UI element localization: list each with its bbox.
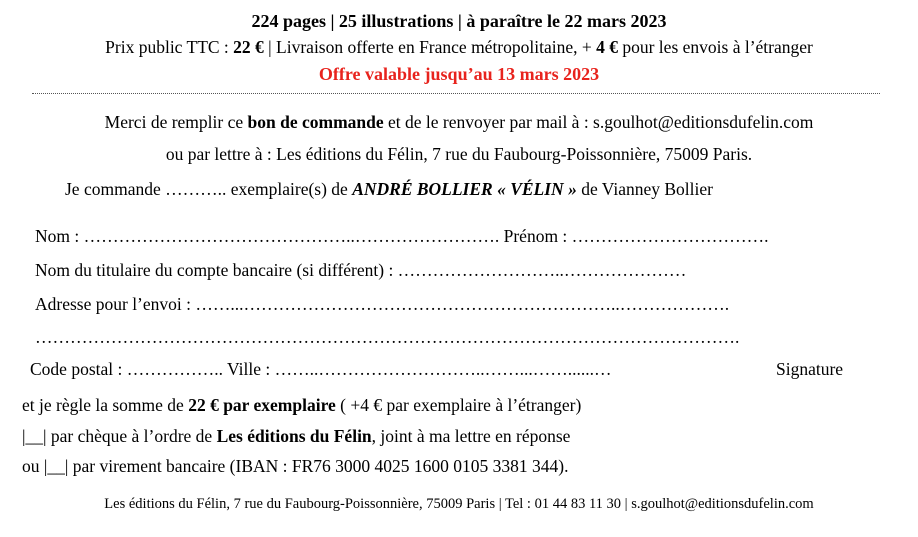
dotted-separator (32, 93, 880, 94)
price-value: 22 € (233, 37, 264, 57)
order-text-a: Je commande ……….. exemplaire(s) de (65, 179, 353, 199)
price-line (0, 39, 918, 57)
transfer-checkbox-text[interactable]: ou |__| par virement bancaire (IBAN : FR76 3000 4025 1600 0105 3381 344). (22, 456, 569, 476)
name-field[interactable]: Nom : ………………………………………..……………………. Prénom : ……………………………. (35, 226, 769, 246)
address-field[interactable]: Adresse pour l’envoi : ……...………………………………………………………..………………. (35, 294, 730, 314)
account-holder-field-line[interactable] (35, 262, 686, 280)
postal-address-text: ou par lettre à : Les éditions du Félin, 7 rue du Faubourg-Poissonnière, 75009 Paris. (165, 144, 753, 164)
footer-text: Les éditions du Félin, 7 rue du Faubourg-Poissonnière, 75009 Paris | Tel : 01 44 83 11 30 | s.goulhot@editionsdufelin.com (104, 496, 814, 512)
address-field-2[interactable]: …………………………………………………………………………………………………………. (35, 327, 740, 347)
address-field-line-2[interactable] (35, 329, 739, 347)
book-title: ANDRÉ BOLLIER « VÉLIN » (352, 179, 577, 199)
offer-deadline (0, 65, 918, 83)
cheque-text-b: , joint à ma lettre en réponse (371, 426, 571, 446)
order-form-label: bon de commande (247, 112, 384, 132)
address-field-line[interactable] (35, 296, 729, 314)
intro-text-b: et de le renvoyer par mail à : s.goulhot@editionsdufelin.com (383, 112, 814, 132)
order-quantity-line (65, 181, 713, 199)
order-text-b: de Vianney Bollier (576, 179, 713, 199)
payment-cheque-option[interactable] (22, 428, 570, 446)
signature-label (776, 361, 843, 379)
intro-text-a: Merci de remplir ce (104, 112, 248, 132)
name-field-line[interactable] (35, 228, 769, 246)
price-label: Prix public TTC : (105, 37, 234, 57)
publisher-name: Les éditions du Félin (216, 426, 372, 446)
shipping-extra-value: 4 € (596, 37, 618, 57)
payment-text-a: et je règle la somme de (22, 395, 189, 415)
payment-text-b: ( +4 € par exemplaire à l’étranger) (335, 395, 582, 415)
book-info-text: 224 pages | 25 illustrations | à paraître le 22 mars 2023 (251, 11, 667, 31)
postal-city-field[interactable]: Code postal : …………….. Ville : ……..………………………..……...……......… (30, 359, 612, 379)
shipping-abroad-text: pour les envois à l’étranger (617, 37, 813, 57)
footer-contact (0, 497, 918, 512)
postal-city-field-line[interactable] (30, 361, 611, 379)
intro-line-post (0, 146, 918, 164)
book-info-heading (0, 12, 918, 30)
cheque-checkbox-text[interactable]: |__| par chèque à l’ordre de (22, 426, 217, 446)
signature-text: Signature (776, 359, 844, 379)
payment-amount-line (22, 397, 581, 415)
payment-transfer-option[interactable] (22, 458, 569, 476)
payment-amount: 22 € par exemplaire (188, 395, 336, 415)
shipping-text: | Livraison offerte en France métropolitaine, + (263, 37, 597, 57)
intro-line-mail (0, 114, 918, 132)
account-holder-field[interactable]: Nom du titulaire du compte bancaire (si différent) : ………………………..………………… (35, 260, 687, 280)
offer-text: Offre valable jusqu’au 13 mars 2023 (318, 64, 600, 84)
